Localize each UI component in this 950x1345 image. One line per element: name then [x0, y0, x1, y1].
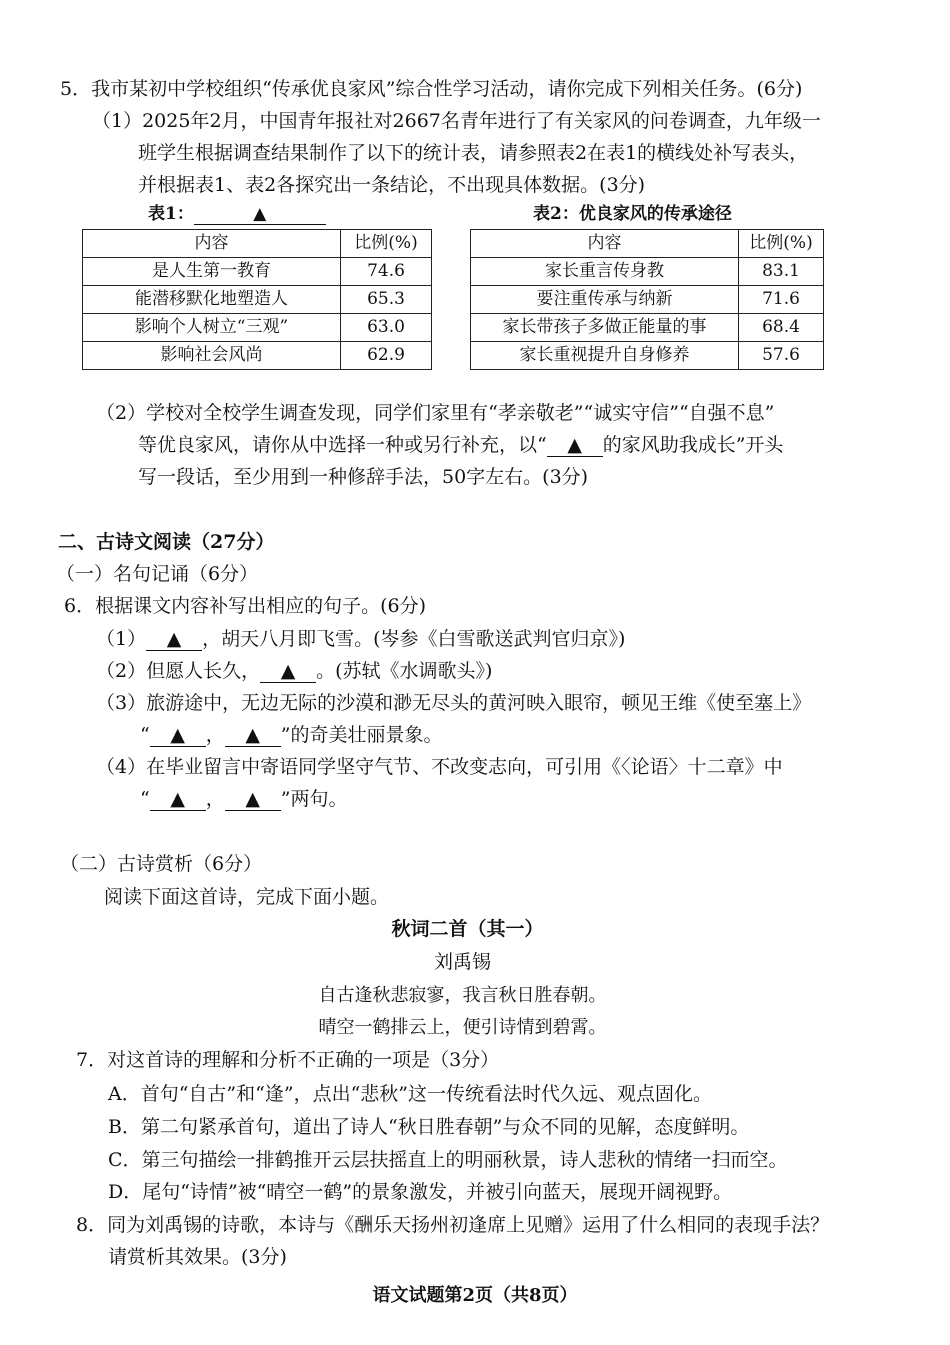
q6-item2-text-a: （2）但愿人长久， [96, 660, 261, 682]
table1-cell: 74.6 [341, 258, 432, 286]
comma: ， [205, 724, 225, 746]
answer-blank: ▲ [225, 725, 281, 747]
table-row [471, 342, 824, 370]
table2-cell: 68.4 [739, 314, 824, 342]
table2-cell: 83.1 [739, 258, 824, 286]
table1-cell: 65.3 [341, 286, 432, 314]
q5-part2-line3: 写一段话，至少用到一种修辞手法，50字左右。(3分) [138, 466, 589, 488]
table-row [471, 314, 824, 342]
q5-stem: 5．我市某初中学校组织“传承优良家风”综合性学习活动，请你完成下列相关任务。(6分) [60, 78, 803, 100]
table2-cell: 71.6 [739, 286, 824, 314]
table2 [470, 229, 824, 370]
section2-sub1: （一）名句记诵（6分） [56, 563, 259, 585]
answer-blank: ▲ [225, 789, 281, 811]
q7-option-c: C．第三句描绘一排鹤推开云层扶摇直上的明丽秋景，诗人悲秋的情绪一扫而空。 [108, 1149, 788, 1171]
q6-item1-num: （1） [96, 628, 147, 650]
table2-cell: 家长重视提升自身修养 [471, 342, 739, 370]
section2-title: 二、古诗文阅读（27分） [58, 531, 275, 553]
table-row [83, 258, 432, 286]
table1-cell: 影响社会风尚 [83, 342, 341, 370]
q5-part1-line2: 班学生根据调查结果制作了以下的统计表，请参照表2在表1的横线处补写表头， [138, 142, 809, 164]
quote-open: “ [140, 788, 150, 810]
q6-item1 [96, 626, 625, 654]
table1-title-prefix: 表1： [148, 204, 194, 224]
q7-stem: 7．对这首诗的理解和分析不正确的一项是（3分） [76, 1049, 500, 1071]
table1-header-content: 内容 [83, 230, 341, 258]
q6-item2-text-b: 。(苏轼《水调歌头》) [316, 660, 493, 682]
q6-item3-text-b: ”的奇美壮丽景象。 [280, 724, 443, 746]
q7-option-d: D．尾句“诗情”被“晴空一鹤”的景象激发，并被引向蓝天，展现开阔视野。 [108, 1181, 733, 1203]
q6-item3-line2 [140, 722, 442, 750]
table1-cell: 能潜移默化地塑造人 [83, 286, 341, 314]
q6-item4-text-b: ”两句。 [280, 788, 348, 810]
q6-item4-line2 [140, 786, 347, 814]
table2-title: 表2：优良家风的传承途径 [533, 204, 732, 224]
q6-item3-line1: （3）旅游途中，无边无际的沙漠和渺无尽头的黄河映入眼帘，顿见王维《使至塞上》 [96, 692, 812, 714]
table1-cell: 是人生第一教育 [83, 258, 341, 286]
q5-part1-line1: （1）2025年2月，中国青年报社对2667名青年进行了有关家风的问卷调查，九年级一 [92, 110, 821, 132]
q5-part2-text-b: 的家风助我成长”开头 [602, 434, 784, 456]
answer-blank: ▲ [260, 661, 316, 683]
table-row [83, 286, 432, 314]
table1-cell: 62.9 [341, 342, 432, 370]
q5-part2-text-a: 等优良家风，请你从中选择一种或另行补充，以“ [138, 434, 547, 456]
comma: ， [205, 788, 225, 810]
poem-author: 刘禹锡 [433, 951, 491, 973]
table2-header-ratio: 比例(%) [739, 230, 824, 258]
page-footer: 语文试题第2页（共8页） [372, 1285, 578, 1306]
poem-line-1: 自古逢秋悲寂寥，我言秋日胜春朝。 [318, 985, 607, 1006]
table2-cell: 57.6 [739, 342, 824, 370]
answer-blank: ▲ [146, 629, 202, 651]
answer-blank: ▲ [150, 789, 206, 811]
q5-part2-line1: （2）学校对全校学生调查发现，同学们家里有“孝亲敬老”“诚实守信”“自强不息” [96, 402, 775, 424]
q7-option-b: B．第二句紧承首句，道出了诗人“秋日胜春朝”与众不同的见解，态度鲜明。 [108, 1116, 750, 1138]
table1-cell: 影响个人树立“三观” [83, 314, 341, 342]
table1-header-ratio: 比例(%) [341, 230, 432, 258]
table2-cell: 家长带孩子多做正能量的事 [471, 314, 739, 342]
table1-title-blank: ▲ [194, 205, 326, 225]
table2-cell: 要注重传承与纳新 [471, 286, 739, 314]
quote-open: “ [140, 724, 150, 746]
q7-option-a: A．首句“自古”和“逢”，点出“悲秋”这一传统看法时代久远、观点固化。 [108, 1083, 713, 1105]
poem-line-2: 晴空一鹤排云上，便引诗情到碧霄。 [318, 1017, 607, 1038]
q8-line1: 8．同为刘禹锡的诗歌，本诗与《酬乐天扬州初逢席上见赠》运用了什么相同的表现手法？ [76, 1214, 830, 1236]
table-row [83, 314, 432, 342]
answer-blank: ▲ [150, 725, 206, 747]
table2-cell: 家长重言传身教 [471, 258, 739, 286]
table2-header-row [471, 230, 824, 258]
q6-item4-line1: （4）在毕业留言中寄语同学坚守气节、不改变志向，可引用《〈论语〉十二章》中 [96, 756, 783, 778]
reading-instruction: 阅读下面这首诗，完成下面小题。 [104, 886, 390, 908]
table1-cell: 63.0 [341, 314, 432, 342]
section2-sub2: （二）古诗赏析（6分） [60, 853, 263, 875]
table-row [83, 342, 432, 370]
table1 [82, 229, 432, 370]
q8-line2: 请赏析其效果。(3分) [108, 1246, 287, 1268]
q5-part1-line3: 并根据表1、表2各探究出一条结论，不出现具体数据。(3分) [138, 174, 646, 196]
table2-header-content: 内容 [471, 230, 739, 258]
table-row [471, 286, 824, 314]
answer-blank: ▲ [547, 435, 603, 457]
q6-item1-text: ，胡天八月即飞雪。(岑参《白雪歌送武判官归京》) [202, 628, 626, 650]
table1-header-row [83, 230, 432, 258]
table1-title [148, 202, 326, 227]
q6-item2 [96, 658, 492, 686]
table-row [471, 258, 824, 286]
q5-part2-line2 [138, 432, 783, 460]
q6-stem: 6．根据课文内容补写出相应的句子。(6分) [64, 595, 427, 617]
poem-title: 秋词二首（其一） [391, 918, 544, 940]
